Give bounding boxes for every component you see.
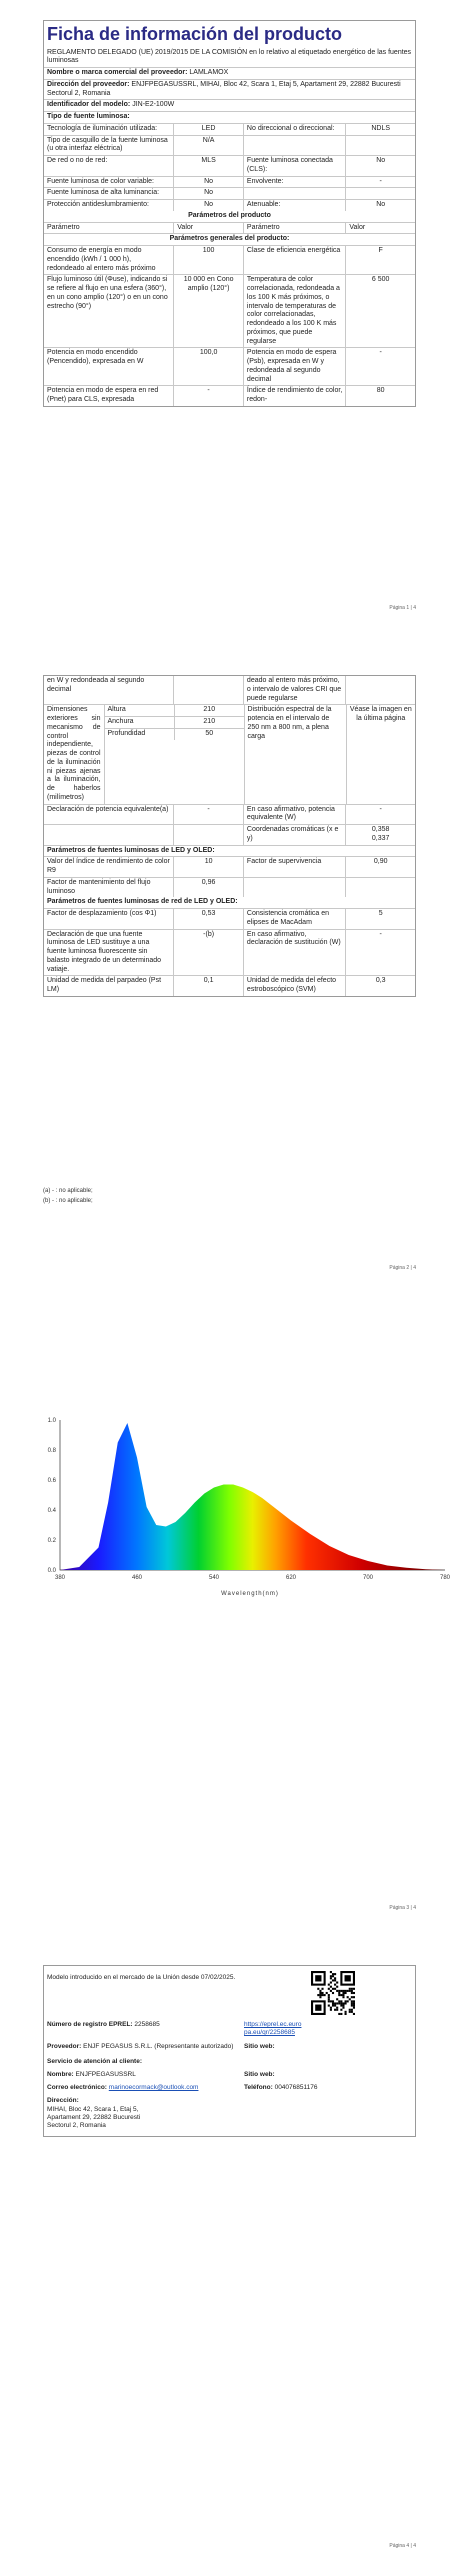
- led-label-1: Factor de mantenimiento del flujo luminoso: [47, 878, 151, 895]
- type-rows: [44, 124, 415, 211]
- led-value-1: 10: [173, 857, 243, 877]
- supplier-label: Nombre o marca comercial del proveedor:: [47, 69, 188, 77]
- type-label-1: Fuente luminosa de color variable:: [47, 177, 155, 185]
- x-axis-label: Wavelength(nm): [221, 1591, 279, 1597]
- page-number: Página 2 | 4: [389, 1265, 416, 1271]
- equiv2-label: En caso afirmativo, potencia equivalente (W): [243, 805, 345, 825]
- website2-label: Sitio web:: [244, 2071, 275, 2078]
- eprel-info: [43, 1965, 416, 2137]
- x-tick-label: 540: [208, 1575, 220, 1581]
- x-tick-label: 380: [54, 1575, 66, 1581]
- mls-label-1: Factor de desplazamiento (cos Φ1): [47, 910, 157, 917]
- model-label: Identificador del modelo:: [47, 101, 131, 109]
- page-number: Página 1 | 4: [389, 605, 416, 611]
- mls-label-1: Unidad de medida del parpadeo (Pst LM): [47, 977, 162, 993]
- page-title: Ficha de información del producto: [47, 24, 343, 44]
- mls-label-2: En caso afirmativo, declaración de sustitución (W): [243, 930, 345, 976]
- qr-code-icon: [311, 1971, 355, 2015]
- led-label-2: [243, 878, 345, 898]
- type-label-2: No direccional o direccional:: [243, 124, 345, 135]
- mls-value-1: -(b): [173, 930, 243, 976]
- general-label-2: Temperatura de color correlacionada, redondeada a los 100 K más próximos, o intervalo de temperaturas de color correlacionadas, redondeado a los 100 K más próximos, que puede regularse: [243, 275, 345, 347]
- note-b: (b) - : no aplicable;: [43, 1198, 93, 1204]
- type-label-1: Fuente luminosa de alta luminancia:: [47, 189, 160, 197]
- product-info-sheet: [43, 20, 416, 407]
- y-tick-label: 0.0: [47, 1568, 56, 1574]
- y-tick-label: 0.2: [47, 1538, 56, 1544]
- mls-label-1: Declaración de que una fuente luminosa de LED sustituye a una fuente luminosa fluorescente sin balasto integrado de un determinado vatiaje.: [47, 930, 162, 973]
- coords-label: Coordenadas cromáticas (x e y): [243, 825, 345, 845]
- general-label-2: Índice de rendimiento de color, redon-: [243, 386, 345, 406]
- general-value-1: 10 000 en Cono amplio (120°): [173, 275, 243, 347]
- type-value-1: N/A: [173, 136, 243, 156]
- y-tick-label: 0.8: [47, 1448, 56, 1454]
- type-value-2: No: [345, 200, 415, 211]
- mls-value-1: 0,53: [173, 909, 243, 929]
- type-row: [44, 124, 415, 136]
- type-value-1: No: [173, 177, 243, 188]
- general-row: [44, 246, 415, 275]
- x-tick-label: 460: [131, 1575, 143, 1581]
- led-section-title: Parámetros de fuentes luminosas de LED y OLED:: [44, 846, 415, 858]
- website-label: Sitio web:: [244, 2043, 275, 2050]
- mls-value-1: 0,1: [173, 976, 243, 996]
- general-row: [44, 348, 415, 386]
- service-label: Servicio de atención al cliente:: [47, 2058, 143, 2065]
- led-label-2: Factor de supervivencia: [243, 857, 345, 877]
- page-2: [0, 640, 452, 1280]
- note-a: (a) - : no aplicable;: [43, 1188, 93, 1194]
- page-number: Página 4 | 4: [389, 2543, 416, 2549]
- spectral-chart: [0, 1400, 452, 1600]
- mls-section-title: Parámetros de fuentes luminosas de red de LED y OLED:: [44, 897, 415, 909]
- type-label-1: Tecnología de iluminación utilizada:: [47, 124, 158, 132]
- type-label-1: Protección antideslumbramiento:: [47, 201, 149, 209]
- intro-text: Modelo introducido en el mercado de la Unión desde 07/02/2025.: [47, 1974, 236, 1981]
- dims-row: [105, 705, 244, 717]
- address-label: Dirección del proveedor:: [47, 80, 130, 88]
- general-value-1: 100: [173, 246, 243, 274]
- mls-row: [44, 909, 415, 930]
- model-value: JIN-E2-100W: [132, 101, 175, 109]
- type-label-2: Atenuable:: [243, 200, 345, 211]
- supplier-value: LAMLAMOX: [189, 69, 229, 77]
- dims-table: [104, 705, 244, 803]
- led-rows: [44, 857, 415, 897]
- general-value-2: -: [345, 348, 415, 385]
- x-tick-label: 620: [285, 1575, 297, 1581]
- type-label-2: [243, 188, 345, 199]
- type-label-2: Fuente luminosa conectada (CLS):: [243, 156, 345, 176]
- general-label-1: Potencia en modo de espera en red (Pnet) para CLS, expresada: [47, 387, 159, 404]
- led-row: [44, 878, 415, 898]
- type-row: [44, 200, 415, 211]
- general-label-1: Flujo luminoso útil (Φuse), indicando si se refiere al flujo en una esfera (360°), en un cono amplio (120°) o en un cono estrecho (90°): [47, 276, 168, 310]
- type-label-2: Envolvente:: [243, 177, 345, 188]
- type-value-2: [345, 188, 415, 199]
- general-rows: [44, 246, 415, 406]
- dim-name: Profundidad: [107, 729, 146, 737]
- general-row: [44, 275, 415, 348]
- page-number: Página 3 | 4: [389, 1905, 416, 1911]
- eprel-label: Número de registro EPREL:: [47, 2021, 133, 2028]
- equiv-label: Declaración de potencia equivalente(a): [47, 805, 169, 813]
- dim-name: Anchura: [107, 718, 134, 725]
- x-tick-label: 780: [439, 1575, 451, 1581]
- email-label: Correo electrónico:: [47, 2084, 107, 2091]
- general-value-2: 6 500: [345, 275, 415, 347]
- col-value-2: Valor: [345, 223, 415, 234]
- type-value-1: LED: [173, 124, 243, 135]
- type-row: [44, 177, 415, 189]
- eprel-value: 2258685: [134, 2021, 160, 2028]
- type-label-2: [243, 136, 345, 156]
- type-value-1: No: [173, 188, 243, 199]
- page-3: [0, 1290, 452, 1920]
- name-value: ENJFPEGASUSSRL: [75, 2071, 136, 2078]
- general-label-1: Potencia en modo encendido (Pencendido), expresada en W: [47, 349, 144, 366]
- spectral-label: Distribución espectral de la potencia en el intervalo de 250 nm a 800 nm, a plena carga: [244, 705, 346, 803]
- provider-value: ENJF PEGASUS S.R.L. (Representante autorizado): [83, 2043, 234, 2050]
- page-4: [0, 1935, 452, 2560]
- dims-row: [105, 717, 244, 729]
- dim-name: Altura: [107, 706, 126, 714]
- y-tick-label: 0.4: [47, 1508, 56, 1514]
- type-row: [44, 136, 415, 157]
- led-value-1: 0,96: [173, 878, 243, 898]
- general-value-2: 80: [345, 386, 415, 406]
- dim-value: 210: [174, 717, 244, 728]
- name-label: Nombre:: [47, 2071, 74, 2078]
- led-row: [44, 857, 415, 878]
- phone-label: Teléfono:: [244, 2084, 273, 2091]
- mls-rows: [44, 909, 415, 996]
- type-section-title: Tipo de fuente luminosa:: [44, 112, 415, 124]
- mls-value-2: 5: [345, 909, 415, 929]
- address-value: ENJFPEGASUSSRL, MIHAI, Bloc 42, Scara 1, Etaj 5, Apartament 29, 22882 Bucuresti Sectorul 2, Romania: [47, 80, 401, 97]
- general-section-title: Parámetros generales del producto:: [44, 234, 415, 246]
- type-row: [44, 188, 415, 200]
- email-link[interactable]: marinoecormack@outlook.com: [108, 2084, 199, 2091]
- spectral-value: Véase la imagen en la última página: [346, 705, 415, 803]
- general-label-2: Clase de eficiencia energética: [243, 246, 345, 274]
- general-row: [44, 386, 415, 406]
- type-value-2: No: [345, 156, 415, 176]
- mls-label-2: Unidad de medida del efecto estroboscópico (SVM): [243, 976, 345, 996]
- col-param-1: Parámetro: [47, 223, 80, 231]
- type-label-1: De red o no de red:: [47, 157, 108, 165]
- spectrum-area: [60, 1423, 445, 1570]
- mls-label-2: Consistencia cromática en elipses de MacAdam: [243, 909, 345, 929]
- equiv-value: -: [173, 805, 243, 825]
- cont-label-2: deado al entero más próximo, o intervalo de valores CRI que puede regularse: [243, 676, 345, 704]
- product-info-sheet-cont: [43, 675, 416, 997]
- equiv2-value: -: [345, 805, 415, 825]
- page-1: [0, 0, 452, 620]
- type-value-2: NDLS: [345, 124, 415, 135]
- general-value-1: -: [173, 386, 243, 406]
- address2-label: Dirección:: [47, 2097, 79, 2104]
- type-label-1: Tipo de casquillo de la fuente luminosa (u otra interfaz eléctrica): [47, 136, 168, 153]
- phone-value: 004076851176: [274, 2084, 318, 2091]
- eprel-link[interactable]: https://eprel.ec.europa.eu/qr/2258685: [244, 2021, 302, 2037]
- address2-value: MIHAI, Bloc 42, Scara 1, Etaj 5, Apartament 29, 22882 Bucuresti Sectorul 2, Romania: [47, 2106, 141, 2130]
- mls-value-2: 0,3: [345, 976, 415, 996]
- col-param-2: Parámetro: [243, 223, 345, 234]
- dim-value: 50: [174, 729, 244, 740]
- mls-row: [44, 976, 415, 996]
- general-label-2: Potencia en modo de espera (Psb), expresada en W y redondeada al segundo decimal: [243, 348, 345, 385]
- led-value-2: 0,90: [345, 857, 415, 877]
- type-value-2: -: [345, 177, 415, 188]
- cont-label-1: en W y redondeada al segundo decimal: [47, 677, 145, 693]
- led-label-1: Valor del índice de rendimiento de color R9: [47, 858, 170, 874]
- type-row: [44, 156, 415, 177]
- general-label-1: Consumo de energía en modo encendido (kWh / 1 000 h), redondeado al entero más próximo: [47, 247, 156, 272]
- provider-label: Proveedor:: [47, 2043, 82, 2050]
- regulation-text: REGLAMENTO DELEGADO (UE) 2019/2015 DE LA COMISIÓN en lo relativo al etiquetado energético de las fuentes luminosas: [47, 48, 412, 65]
- y-tick-label: 1.0: [47, 1418, 56, 1424]
- general-value-1: 100,0: [173, 348, 243, 385]
- type-value-2: [345, 136, 415, 156]
- mls-row: [44, 930, 415, 977]
- dims-row: [105, 729, 244, 740]
- y-tick-label: 0.6: [47, 1478, 56, 1484]
- general-value-2: F: [345, 246, 415, 274]
- led-value-2: [345, 878, 415, 898]
- dim-value: 210: [174, 705, 244, 716]
- dims-label: Dimensiones exteriores sin mecanismo de control independiente, piezas de control de la iluminación ni piezas ajenas a la iluminación, de haberlos (milímetros): [47, 706, 101, 801]
- coords-value: 0,358 0,337: [345, 825, 415, 845]
- type-value-1: MLS: [173, 156, 243, 176]
- type-value-1: No: [173, 200, 243, 211]
- mls-value-2: -: [345, 930, 415, 976]
- col-value-1: Valor: [173, 223, 243, 234]
- x-tick-label: 700: [362, 1575, 374, 1581]
- params-title: Parámetros del producto: [44, 211, 415, 223]
